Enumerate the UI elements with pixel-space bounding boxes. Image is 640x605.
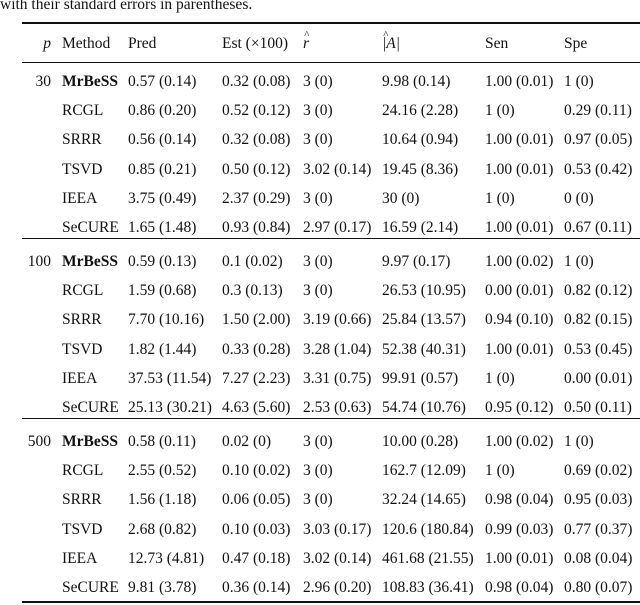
- method-cell: MrBeSS: [62, 433, 118, 450]
- spe-cell: 0.00 (0.01): [564, 369, 633, 387]
- rank-cell: 3.19 (0.66): [303, 311, 372, 329]
- spe-cell: 1 (0): [564, 253, 594, 270]
- pred-cell: 12.73 (4.81): [128, 549, 205, 567]
- spe-cell: 0.97 (0.05): [564, 131, 633, 149]
- table-row: [0, 398, 640, 418]
- rank-cell: 3.02 (0.14): [303, 549, 372, 567]
- header-method: Method: [62, 35, 111, 52]
- est-cell: 0.3 (0.13): [222, 282, 283, 300]
- spe-cell: 0.80 (0.07): [564, 579, 633, 596]
- header-row: [0, 34, 640, 54]
- spe-cell: 0.53 (0.42): [564, 160, 633, 178]
- rank-cell: 3 (0): [303, 462, 333, 480]
- est-cell: 0.10 (0.03): [222, 520, 291, 538]
- method-cell: MrBeSS: [62, 73, 118, 90]
- group-rule-1: [22, 238, 640, 239]
- sen-cell: 1.00 (0.01): [485, 131, 554, 149]
- header-est: Est (×100): [222, 35, 288, 52]
- est-cell: 0.36 (0.14): [222, 579, 291, 596]
- rank-cell: 3 (0): [303, 491, 333, 509]
- header-rule: [22, 62, 640, 63]
- spe-cell: 1 (0): [564, 73, 594, 90]
- rank-cell: 3 (0): [303, 102, 333, 120]
- method-cell: SeCURE: [62, 219, 119, 236]
- sen-cell: 1 (0): [485, 189, 515, 207]
- sen-cell: 1.00 (0.01): [485, 340, 554, 358]
- sen-cell: 0.98 (0.04): [485, 491, 554, 509]
- support-cell: 30 (0): [382, 189, 420, 207]
- sen-cell: 0.99 (0.03): [485, 520, 554, 538]
- sen-cell: 1.00 (0.01): [485, 73, 554, 90]
- rank-cell: 3 (0): [303, 253, 333, 270]
- spe-cell: 0.53 (0.45): [564, 340, 633, 358]
- spe-cell: 0.77 (0.37): [564, 520, 633, 538]
- est-cell: 0.1 (0.02): [222, 253, 283, 270]
- pred-cell: 3.75 (0.49): [128, 189, 197, 207]
- top-rule: [22, 22, 640, 24]
- support-cell: 108.83 (36.41): [382, 579, 474, 596]
- header-support: |A| ^: [382, 34, 400, 54]
- pred-cell: 1.65 (1.48): [128, 219, 197, 236]
- header-sen: Sen: [485, 35, 509, 52]
- pred-cell: 0.85 (0.21): [128, 160, 197, 178]
- sen-cell: 1 (0): [485, 102, 515, 120]
- est-cell: 0.10 (0.02): [222, 462, 291, 480]
- p-value-cell: 30: [35, 73, 51, 90]
- est-cell: 0.93 (0.84): [222, 219, 291, 236]
- rank-cell: 3 (0): [303, 131, 333, 149]
- method-cell: RCGL: [62, 282, 104, 300]
- support-cell: 120.6 (180.84): [382, 520, 474, 538]
- est-cell: 0.06 (0.05): [222, 491, 291, 509]
- method-cell: MrBeSS: [62, 253, 118, 270]
- est-cell: 1.50 (2.00): [222, 311, 291, 329]
- method-cell: TSVD: [62, 340, 103, 358]
- spe-cell: 0.08 (0.04): [564, 549, 633, 567]
- table-row: [0, 432, 640, 452]
- support-cell: 162.7 (12.09): [382, 462, 466, 480]
- support-cell: 54.74 (10.76): [382, 399, 466, 416]
- table-row: [0, 461, 640, 481]
- p-value-cell: 500: [27, 433, 51, 450]
- rank-cell: 2.96 (0.20): [303, 579, 372, 596]
- sen-cell: 1.00 (0.02): [485, 433, 554, 450]
- table-row: [0, 252, 640, 272]
- rank-cell: 3 (0): [303, 282, 333, 300]
- support-cell: 9.97 (0.17): [382, 253, 451, 270]
- header-spe: Spe: [564, 35, 588, 52]
- pred-cell: 2.55 (0.52): [128, 462, 197, 480]
- table-row: [0, 340, 640, 360]
- pred-cell: 1.82 (1.44): [128, 340, 197, 358]
- header-p: p: [43, 35, 51, 52]
- est-cell: 0.50 (0.12): [222, 160, 291, 178]
- est-cell: 4.63 (5.60): [222, 399, 291, 416]
- method-cell: SeCURE: [62, 399, 119, 416]
- rank-cell: 2.53 (0.63): [303, 399, 372, 416]
- est-cell: 2.37 (0.29): [222, 189, 291, 207]
- group-rule-2: [22, 418, 640, 419]
- sen-cell: 0.94 (0.10): [485, 311, 554, 329]
- rank-cell: 3 (0): [303, 73, 333, 90]
- pred-cell: 7.70 (10.16): [128, 311, 205, 329]
- support-cell: 52.38 (40.31): [382, 340, 466, 358]
- rank-cell: 3.28 (1.04): [303, 340, 372, 358]
- spe-cell: 0.95 (0.03): [564, 491, 633, 509]
- rank-cell: 2.97 (0.17): [303, 219, 372, 236]
- pred-cell: 37.53 (11.54): [128, 369, 212, 387]
- support-cell: 24.16 (2.28): [382, 102, 459, 120]
- support-cell: 9.98 (0.14): [382, 73, 451, 90]
- sen-cell: 1.00 (0.01): [485, 219, 554, 236]
- table-row: [0, 310, 640, 330]
- pred-cell: 25.13 (30.21): [128, 399, 212, 416]
- est-cell: 0.52 (0.12): [222, 102, 291, 120]
- est-cell: 0.47 (0.18): [222, 549, 291, 567]
- pred-cell: 1.59 (0.68): [128, 282, 197, 300]
- sen-cell: 1.00 (0.01): [485, 160, 554, 178]
- method-cell: SeCURE: [62, 579, 119, 596]
- est-cell: 0.02 (0): [222, 433, 272, 450]
- method-cell: SRRR: [62, 131, 102, 149]
- support-cell: 25.84 (13.57): [382, 311, 466, 329]
- table-row: [0, 369, 640, 389]
- header-pred: Pred: [128, 35, 157, 52]
- est-cell: 0.32 (0.08): [222, 73, 291, 90]
- table-row: [0, 160, 640, 180]
- pred-cell: 9.81 (3.78): [128, 579, 197, 596]
- pred-cell: 0.86 (0.20): [128, 102, 197, 120]
- method-cell: SRRR: [62, 491, 102, 509]
- est-cell: 0.33 (0.28): [222, 340, 291, 358]
- sen-cell: 0.98 (0.04): [485, 579, 554, 596]
- rank-cell: 3.31 (0.75): [303, 369, 372, 387]
- spe-cell: 0.69 (0.02): [564, 462, 633, 480]
- table-row: [0, 218, 640, 238]
- spe-cell: 0.82 (0.12): [564, 282, 633, 300]
- rank-cell: 3 (0): [303, 433, 333, 450]
- support-cell: 19.45 (8.36): [382, 160, 459, 178]
- table-caption: with their standard errors in parentheses.: [0, 0, 253, 13]
- method-cell: SRRR: [62, 311, 102, 329]
- pred-cell: 0.59 (0.13): [128, 253, 197, 270]
- support-cell: 10.00 (0.28): [382, 433, 459, 450]
- support-cell: 10.64 (0.94): [382, 131, 459, 149]
- spe-cell: 0.82 (0.15): [564, 311, 633, 329]
- pred-cell: 2.68 (0.82): [128, 520, 197, 538]
- rank-cell: 3.03 (0.17): [303, 520, 372, 538]
- sen-cell: 0.00 (0.01): [485, 282, 554, 300]
- method-cell: IEEA: [62, 549, 98, 567]
- table-row: [0, 281, 640, 301]
- table-row: [0, 101, 640, 121]
- spe-cell: 0.67 (0.11): [564, 219, 632, 236]
- sen-cell: 1.00 (0.01): [485, 549, 554, 567]
- method-cell: TSVD: [62, 520, 103, 538]
- spe-cell: 0.50 (0.11): [564, 399, 632, 416]
- pred-cell: 0.56 (0.14): [128, 131, 197, 149]
- method-cell: RCGL: [62, 102, 104, 120]
- support-cell: 16.59 (2.14): [382, 219, 459, 236]
- table-row: [0, 490, 640, 510]
- support-cell: 99.91 (0.57): [382, 369, 459, 387]
- p-value-cell: 100: [27, 253, 51, 270]
- spe-cell: 0 (0): [564, 189, 594, 207]
- table-row: [0, 189, 640, 209]
- sen-cell: 0.95 (0.12): [485, 399, 554, 416]
- method-cell: IEEA: [62, 369, 98, 387]
- pred-cell: 1.56 (1.18): [128, 491, 197, 509]
- table-row: [0, 549, 640, 569]
- support-cell: 32.24 (14.65): [382, 491, 466, 509]
- table-row: [0, 520, 640, 540]
- method-cell: IEEA: [62, 189, 98, 207]
- pred-cell: 0.57 (0.14): [128, 73, 197, 90]
- table-row: [0, 578, 640, 598]
- spe-cell: 1 (0): [564, 433, 594, 450]
- table-row: [0, 130, 640, 150]
- method-cell: RCGL: [62, 462, 104, 480]
- est-cell: 7.27 (2.23): [222, 369, 291, 387]
- bottom-rule: [22, 601, 640, 603]
- sen-cell: 1.00 (0.02): [485, 253, 554, 270]
- rank-cell: 3 (0): [303, 189, 333, 207]
- support-cell: 461.68 (21.55): [382, 549, 474, 567]
- est-cell: 0.32 (0.08): [222, 131, 291, 149]
- pred-cell: 0.58 (0.11): [128, 433, 196, 450]
- method-cell: TSVD: [62, 160, 103, 178]
- rank-cell: 3.02 (0.14): [303, 160, 372, 178]
- spe-cell: 0.29 (0.11): [564, 102, 632, 120]
- table-row: [0, 72, 640, 92]
- header-rank: r ^: [303, 34, 309, 54]
- sen-cell: 1 (0): [485, 462, 515, 480]
- sen-cell: 1 (0): [485, 369, 515, 387]
- support-cell: 26.53 (10.95): [382, 282, 466, 300]
